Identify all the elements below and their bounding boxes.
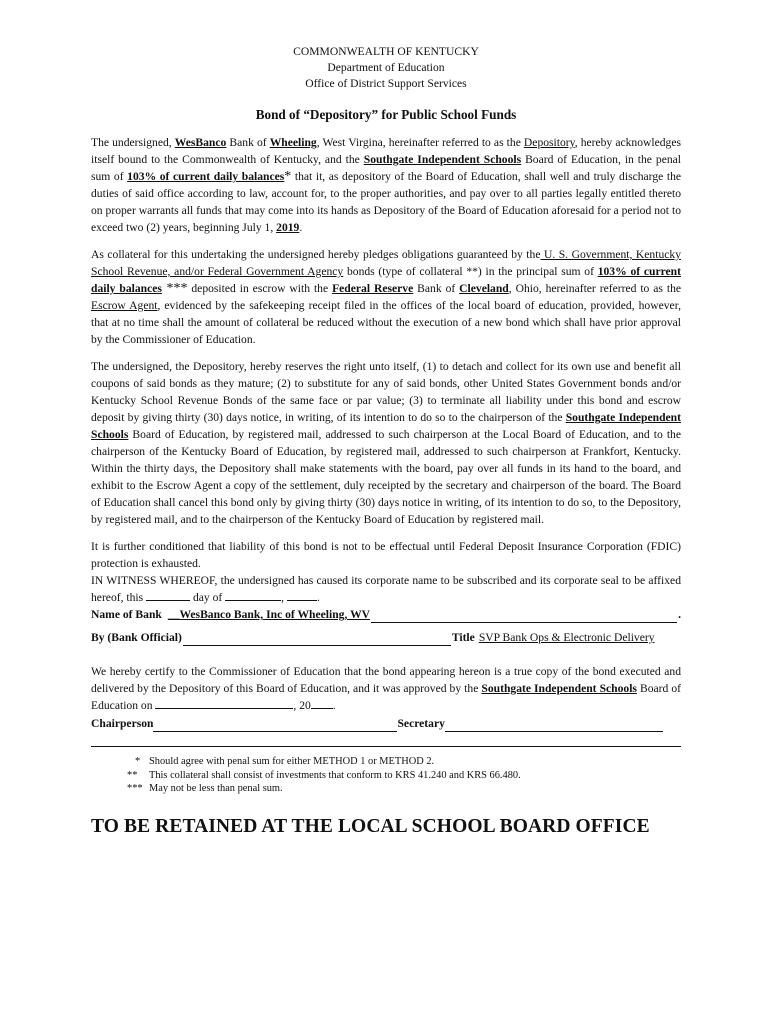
- text: Board of Education, by registered mail, addressed to such chairperson at the Local Board of Education, and to the chairperson of the Kentucky Board of Education, by registered mail, addressed to such chairperson at Frankfort, Kentucky. Within the thirty days, the Depository shall make statements with the board, pay over all funds in its hand to the board, and exhibit to the Escrow Agent a copy of the settlement, duly receipted by the secretary and chairperson of the board. The Board of Education shall cancel this bond only by giving thirty (30) days notice in writing, of its intention to do so, to the Depository, by registered mail, and to the chairperson of the Kentucky Board of Education by registered mail.: [91, 428, 681, 526]
- retain-notice: TO BE RETAINED AT THE LOCAL SCHOOL BOARD OFFICE: [91, 815, 650, 837]
- text: .: [299, 221, 303, 234]
- principal-sum: 103% of current daily balances: [91, 265, 681, 295]
- penal-sum: 103% of current daily balances: [127, 170, 285, 183]
- name-of-bank-label: Name of Bank: [91, 608, 162, 621]
- footnote-mark: **: [127, 769, 138, 781]
- depository-term: Depository: [523, 136, 575, 149]
- school-name: Southgate Independent Schools: [363, 153, 522, 166]
- text: deposited in escrow with the: [187, 282, 333, 295]
- paragraph-undertaking: [91, 134, 681, 236]
- text: Board of Education, in the penal sum of: [91, 153, 682, 183]
- footnote-mark: ***: [127, 783, 143, 794]
- title-field[interactable]: SVP Bank Ops & Electronic Delivery: [478, 631, 655, 644]
- footnote-mark: ***: [161, 281, 188, 296]
- text: The undersigned,: [91, 136, 175, 149]
- bank-name: WesBanco: [174, 136, 227, 149]
- chair-secretary-row: [91, 715, 681, 732]
- text: Bank of: [413, 282, 460, 295]
- chairperson-signature-field[interactable]: [153, 719, 397, 732]
- name-of-bank-row: [91, 606, 681, 623]
- footnote-mark: *: [135, 756, 141, 767]
- text: , Ohio, hereinafter referred to as the: [508, 282, 682, 295]
- school-name: Southgate Independent Schools: [91, 411, 681, 441]
- text: The undersigned, the Depository, hereby reserves the right unto itself, (1) to detach and collect for its own use and benefit all coupons of said bonds as they mature; (2) to substitute for any of said bonds, other United States Government bonds and/or Kentucky School Revenue Bonds of the same face or par value; (3) to terminate all liability under this bond and escrow deposit by giving thirty (30) days notice, in writing, of its intention to do so to the chairperson of the: [91, 360, 681, 424]
- text: ,: [281, 591, 287, 604]
- text: , West Virgina, hereinafter referred to as the: [316, 136, 524, 149]
- footnote-text: May not be less than penal sum.: [149, 783, 283, 794]
- approval-year-field[interactable]: [311, 697, 333, 709]
- divider: [91, 746, 681, 747]
- text: day of: [190, 591, 226, 604]
- footnote-1: [127, 755, 681, 769]
- text: Board of Education on: [91, 682, 682, 712]
- name-of-bank-value: WesBanco Bank, Inc of Wheeling, WV: [179, 608, 371, 621]
- bank-official-row: [91, 629, 681, 646]
- bank-city: Wheeling: [269, 136, 317, 149]
- start-year: 2019: [276, 221, 300, 234]
- footnote-3: [127, 782, 681, 796]
- day-field[interactable]: [146, 589, 190, 601]
- escrow-agent-term: Escrow Agent: [91, 299, 158, 312]
- witness-clause: [91, 572, 681, 606]
- school-name: Southgate Independent Schools: [481, 682, 637, 695]
- name-of-bank-end: .: [678, 608, 681, 621]
- text: Bank of: [226, 136, 270, 149]
- text: , evidenced by the safekeeping receipt filed in the offices of the local board of education, provided, however, that at no time shall the amount of collateral be reduced without the execution of a new bond which shall have prior approval by the Commissioner of Education.: [91, 299, 681, 346]
- bank-official-signature-field[interactable]: [183, 633, 451, 646]
- text: that it, as depository of the Board of Education, shall well and truly discharge the duties of said office according to law, account for, to the proper authorities, and pay over to all parties legally entitled thereto on proper warrants all funds that may come into its hands as Depository of the Board of Education aforesaid for a period not to exceed two (2) years, beginning July 1,: [91, 170, 682, 234]
- escrow-city: Cleveland: [459, 282, 509, 295]
- footnote-text: Should agree with penal sum for either METHOD 1 or METHOD 2.: [149, 756, 435, 767]
- text: .: [332, 699, 336, 712]
- approval-date-field[interactable]: [155, 697, 293, 709]
- escrow-bank: Federal Reserve: [332, 282, 414, 295]
- document-title: Bond of “Depository” for Public School Funds: [255, 107, 517, 122]
- paragraph-collateral: [91, 246, 681, 348]
- certification-paragraph: [91, 663, 681, 714]
- footnote-text: This collateral shall consist of investments that conform to KRS 41.240 and KRS 66.480.: [149, 769, 521, 781]
- text: We hereby certify to the Commissioner of Education that the bond appearing hereon is a true copy of the bond executed and delivered by the Depository of this Board of Education, and it was approved by the: [91, 665, 681, 695]
- header-state: COMMONWEALTH OF KENTUCKY: [293, 45, 479, 58]
- text: , hereby acknowledges itself bound to the Commonwealth of Kentucky, and the: [91, 136, 681, 166]
- chairperson-label: Chairperson: [91, 717, 154, 730]
- guarantor-list: U. S. Government, Kentucky School Revenue, and/or Federal Government Agency: [91, 248, 681, 278]
- year-field[interactable]: [287, 589, 317, 601]
- footnote-2: [127, 769, 681, 783]
- text: , 20: [293, 699, 311, 712]
- header-department: Department of Education: [327, 61, 445, 74]
- text: bonds (type of collateral **) in the principal sum of: [343, 265, 598, 278]
- bond-document: [91, 44, 681, 838]
- title-label: Title: [451, 631, 475, 644]
- text: IN WITNESS WHEREOF, the undersigned has caused its corporate name to be subscribed and its corporate seal to be affixed hereof, this: [91, 574, 681, 604]
- name-of-bank-fill-line: [371, 610, 677, 623]
- document-header: [91, 44, 681, 92]
- name-of-bank-field[interactable]: __WesBanco Bank, Inc of Wheeling, WV: [167, 608, 371, 621]
- footnotes: [127, 755, 681, 796]
- header-office: Office of District Support Services: [305, 77, 467, 90]
- bank-official-label: By (Bank Official): [91, 631, 182, 644]
- footnote-mark: *: [284, 169, 292, 184]
- paragraph-rights: [91, 358, 681, 528]
- paragraph-fdic: It is further conditioned that liability of this bond is not to be effectual until Federal Deposit Insurance Corporation (FDIC) protection is exhausted.: [91, 540, 681, 570]
- secretary-signature-field[interactable]: [445, 719, 663, 732]
- secretary-label: Secretary: [397, 717, 445, 730]
- text: As collateral for this undertaking the undersigned hereby pledges obligations guaranteed by the: [91, 248, 541, 261]
- month-field[interactable]: [225, 589, 281, 601]
- text: .: [316, 591, 320, 604]
